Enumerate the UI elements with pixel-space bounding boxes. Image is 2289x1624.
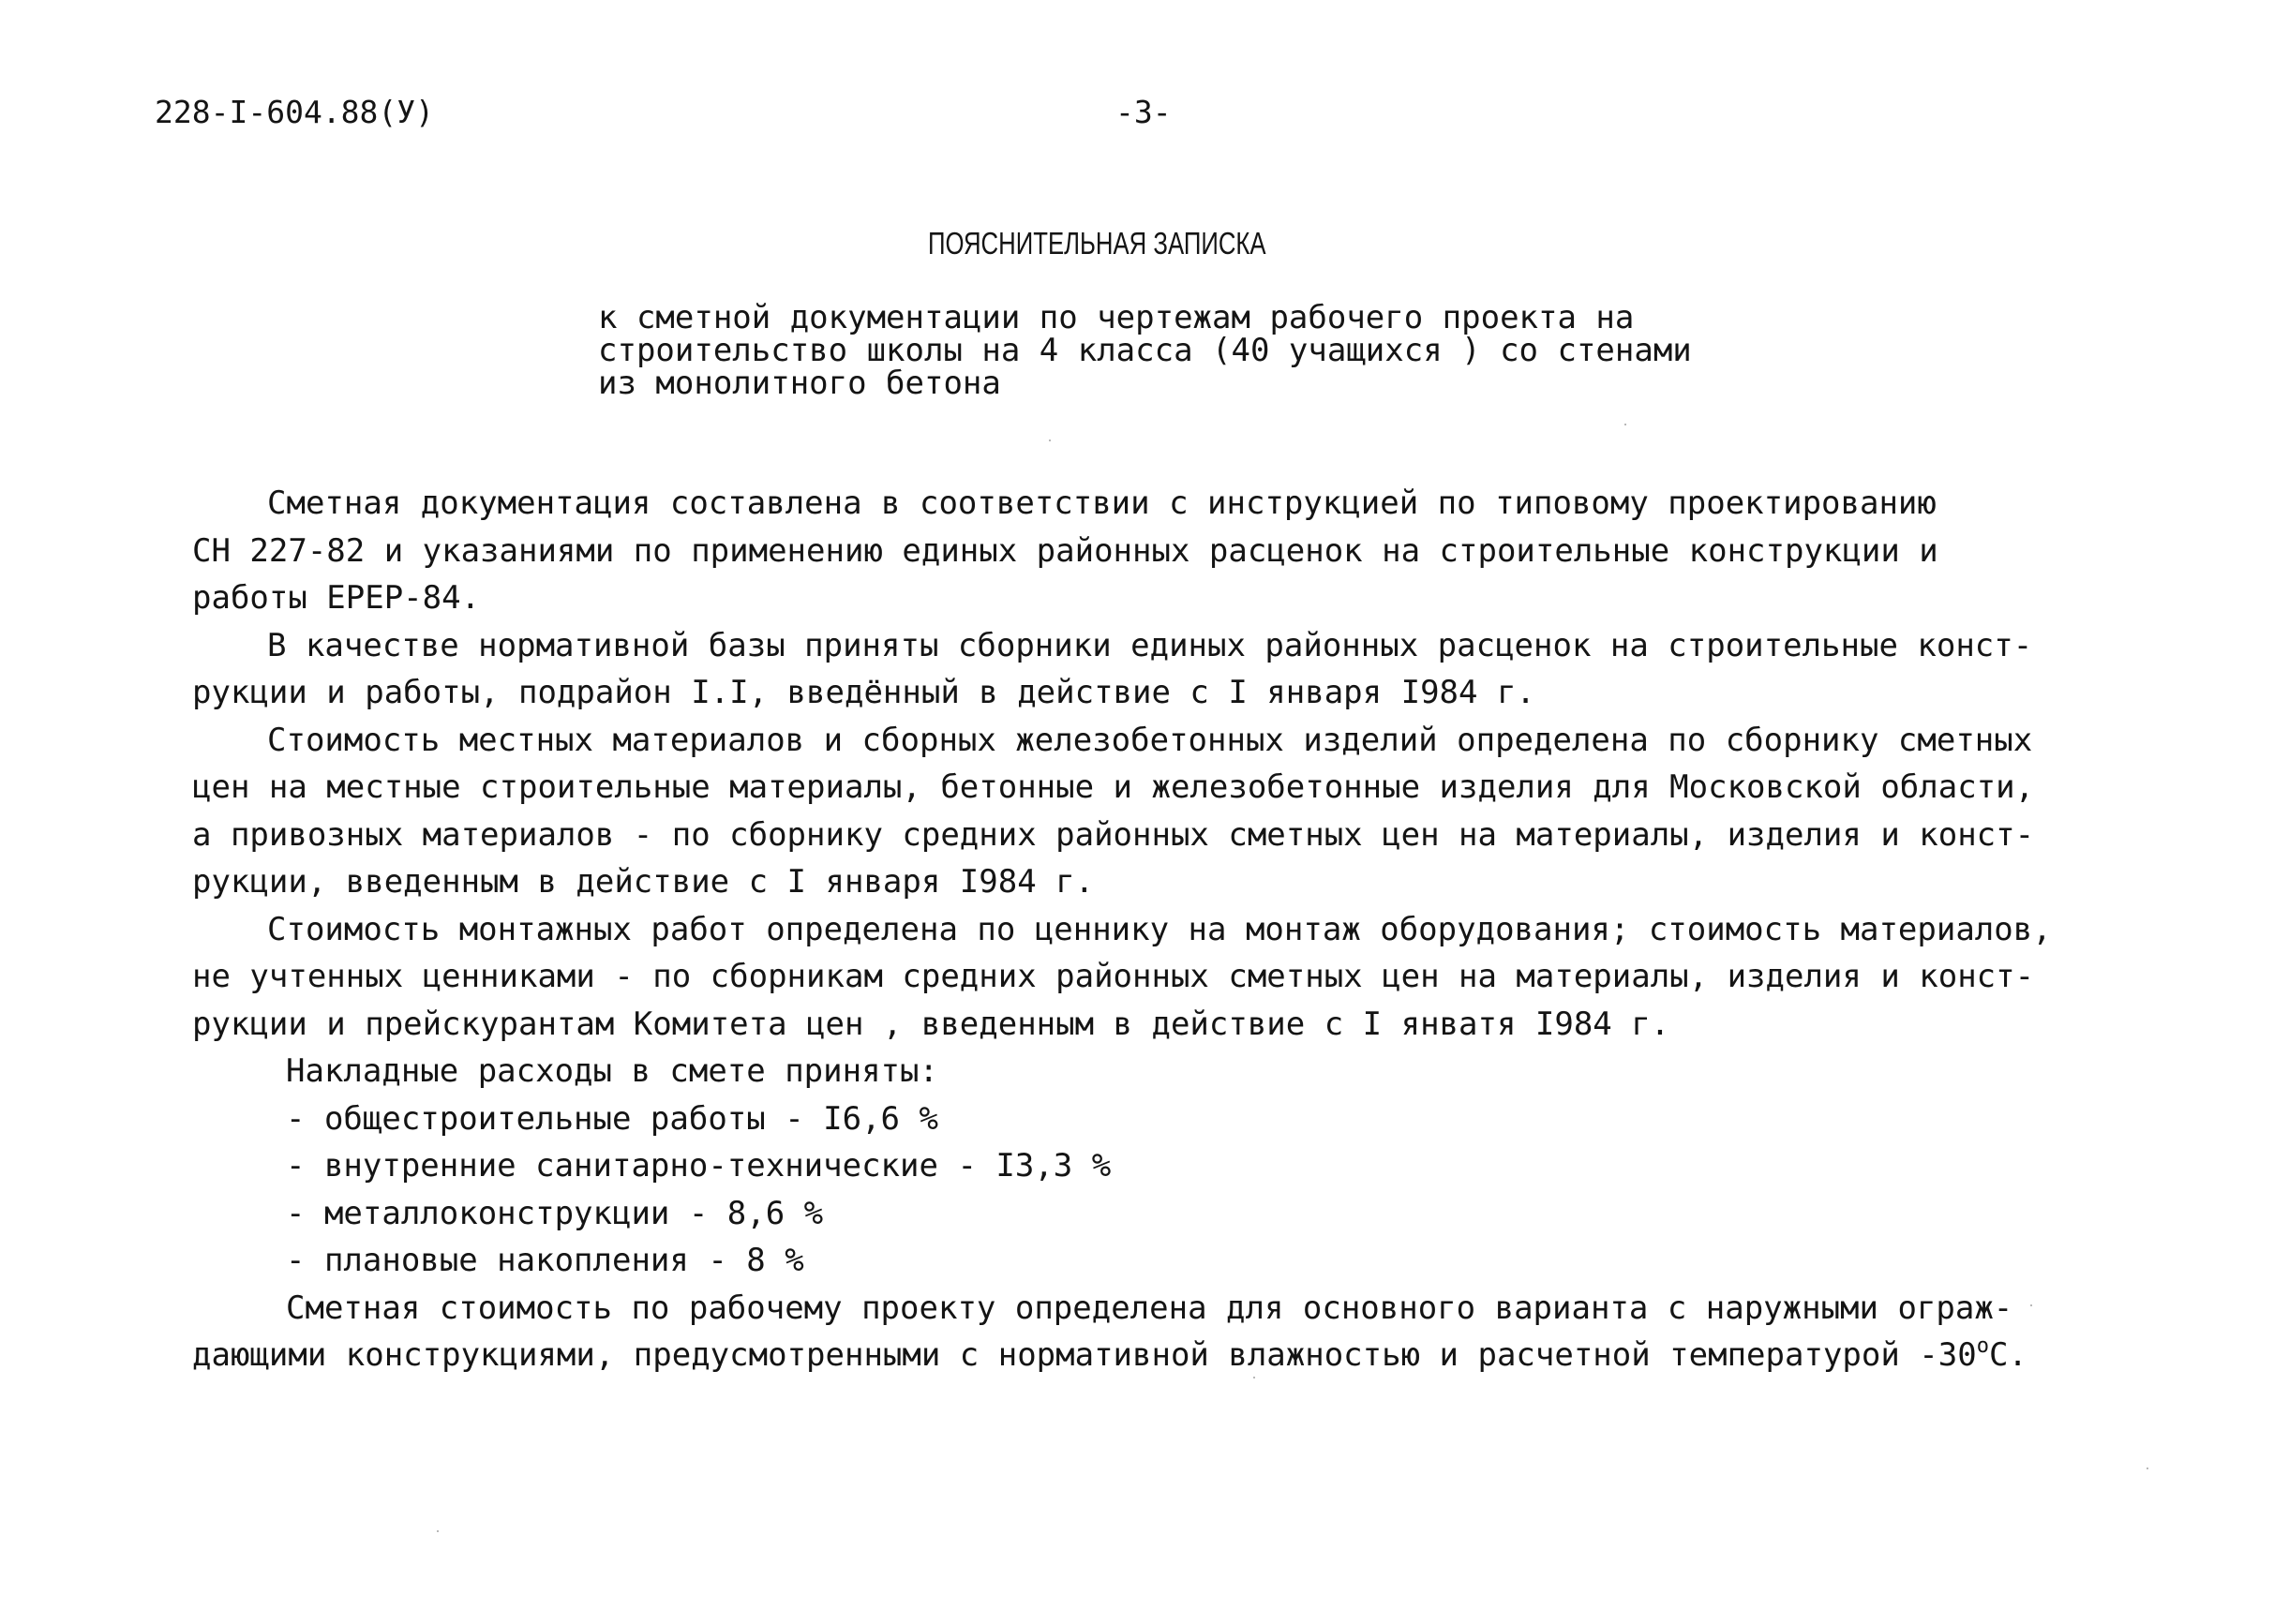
paragraph-line: Сметная документация составлена в соответствии с инструкцией по типовому проектированию — [267, 484, 1937, 522]
document-code: 228-I-604.88(У) — [155, 94, 435, 130]
document-body — [192, 480, 2123, 1379]
overhead-list-item: - металлоконструкции - 8,6 % — [286, 1194, 824, 1232]
scan-speck — [1253, 1377, 1255, 1378]
paragraph-line: работы ЕРЕР-84. — [192, 579, 481, 617]
scan-speck — [2030, 1304, 2032, 1306]
subtitle-line: к сметной документации по чертежам рабочего проекта на — [598, 299, 1635, 336]
subtitle-line: из монолитного бетона — [598, 365, 1001, 402]
overhead-list-item: - плановые накопления - 8 % — [286, 1242, 804, 1279]
paragraph-line: Сметная стоимость по рабочему проекту определена для основного варианта с наружными ограж- — [286, 1289, 2013, 1327]
overhead-list-item: - общестроительные работы - I6,6 % — [286, 1099, 938, 1138]
paragraph-line: СН 227-82 и указаниями по применению единых районных расценок на строительные конструкции и — [192, 531, 1938, 570]
paragraph-line: рукции и работы, подрайон I.I, введённый в действие с I января I984 г. — [192, 674, 1535, 711]
paragraph-text: дающими конструкциями, предусмотренными с нормативной влажностью и расчетной температурой -30 — [192, 1336, 1977, 1374]
overhead-list-item: - внутренние санитарно-технические - I3,3 % — [286, 1147, 1112, 1184]
paragraph-line — [192, 1332, 2123, 1379]
paragraph-text: С. — [1988, 1336, 2027, 1374]
paragraph-line: В качестве нормативной базы приняты сборники единых районных расценок на строительные конст- — [267, 626, 2033, 664]
paragraph-line: Стоимость монтажных работ определена по ценнику на монтаж оборудования; стоимость материалов, — [267, 910, 2052, 948]
scan-speck — [1049, 440, 1051, 441]
document-subtitle — [598, 299, 1692, 402]
paragraph-line: цен на местные строительные материалы, бетонные и железобетонные изделия для Московской области, — [192, 768, 2035, 806]
scan-speck — [2147, 1468, 2148, 1469]
page-number: -3- — [1115, 94, 1172, 130]
paragraph-line: не учтенных ценниками - по сборникам средних районных сметных цен на материалы, изделия и конст- — [192, 958, 2035, 995]
subtitle-line: строительство школы на 4 класса (40 учащихся ) со стенами — [598, 332, 1692, 369]
paragraph-line: Стоимость местных материалов и сборных железобетонных изделий определена по сборнику сметных — [267, 721, 2033, 759]
degree-sign: о — [1976, 1334, 1989, 1358]
paragraph-line: а привозных материалов - по сборнику средних районных сметных цен на материалы, изделия и конст- — [192, 815, 2035, 854]
scan-speck — [437, 1530, 439, 1532]
paragraph-line: рукции и прейскурантам Комитета цен , введенным в действие с I янватя I984 г. — [192, 1005, 1670, 1043]
document-title: ПОЯСНИТЕЛЬНАЯ ЗАПИСКА — [928, 226, 1266, 261]
scan-speck — [1624, 424, 1626, 425]
paragraph-line: рукции, введенным в действие с I января I984 г. — [192, 863, 1095, 901]
overhead-heading: Накладные расходы в смете приняты: — [286, 1052, 938, 1090]
